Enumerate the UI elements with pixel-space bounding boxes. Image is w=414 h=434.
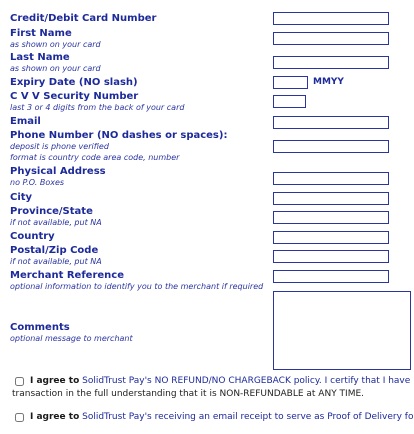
country-input[interactable] <box>273 231 389 244</box>
province-label: Province/State <box>10 206 93 217</box>
cvv-label: C V V Security Number <box>10 91 139 102</box>
expiry-label: Expiry Date (NO slash) <box>10 77 138 88</box>
comments-hint: optional message to merchant <box>10 334 133 343</box>
refund-policy-checkbox[interactable] <box>15 377 24 386</box>
card-number-input[interactable] <box>273 12 389 25</box>
last-name-hint: as shown on your card <box>10 64 101 73</box>
postal-label: Postal/Zip Code <box>10 245 99 256</box>
postal-input[interactable] <box>273 250 389 263</box>
first-name-label: First Name <box>10 28 72 39</box>
phone-input[interactable] <box>273 140 389 153</box>
expiry-format-label: MMYY <box>313 77 344 87</box>
email-input[interactable] <box>273 116 389 129</box>
last-name-label: Last Name <box>10 52 70 63</box>
province-hint: if not available, put NA <box>10 218 102 227</box>
country-label: Country <box>10 231 55 242</box>
receipt-statement: SolidTrust Pay's receiving an email receipt to serve as Proof of Delivery fo <box>79 412 414 422</box>
last-name-input[interactable] <box>273 56 389 69</box>
comments-label: Comments <box>10 322 70 333</box>
email-label: Email <box>10 116 41 127</box>
phone-hint-verified: deposit is phone verified <box>10 142 109 151</box>
card-number-label: Credit/Debit Card Number <box>10 13 157 24</box>
address-input[interactable] <box>273 172 389 185</box>
phone-hint-format: format is country code area code, number <box>10 153 180 162</box>
city-label: City <box>10 192 33 203</box>
refund-policy-text <box>30 376 410 386</box>
first-name-hint: as shown on your card <box>10 40 101 49</box>
merchant-ref-label: Merchant Reference <box>10 270 124 281</box>
postal-hint: if not available, put NA <box>10 257 102 266</box>
receipt-agree-prefix: I agree to <box>30 412 80 422</box>
first-name-input[interactable] <box>273 32 389 45</box>
refund-policy-statement: SolidTrust Pay's NO REFUND/NO CHARGEBACK policy. I certify that I have <box>79 376 411 386</box>
cvv-input[interactable] <box>273 95 306 108</box>
expiry-input[interactable] <box>273 76 308 89</box>
merchant-ref-hint: optional information to identify you to the merchant if required <box>10 282 264 291</box>
address-hint: no P.O. Boxes <box>10 178 65 187</box>
province-input[interactable] <box>273 211 389 224</box>
comments-textarea[interactable] <box>273 291 411 370</box>
merchant-ref-input[interactable] <box>273 270 389 283</box>
receipt-text <box>30 412 413 422</box>
refund-agree-prefix: I agree to <box>30 376 80 386</box>
refund-policy-continuation: transaction in the full understanding that it is NON-REFUNDABLE at ANY TIME. <box>12 389 365 399</box>
address-label: Physical Address <box>10 166 106 177</box>
phone-label: Phone Number (NO dashes or spaces): <box>10 130 228 141</box>
receipt-checkbox[interactable] <box>15 413 24 422</box>
city-input[interactable] <box>273 192 389 205</box>
cvv-hint: last 3 or 4 digits from the back of your card <box>10 103 185 112</box>
